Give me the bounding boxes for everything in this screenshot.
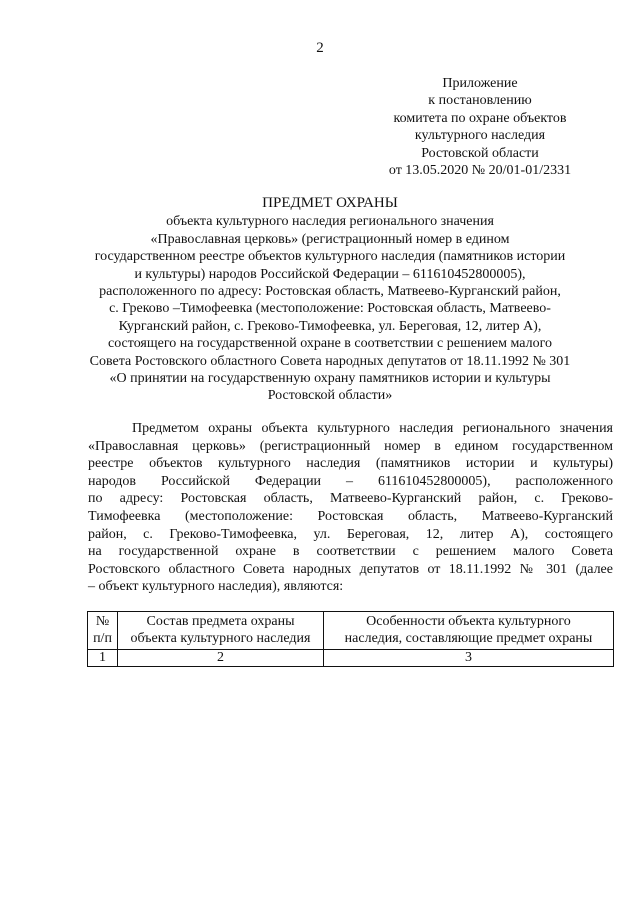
appendix-line: к постановлению <box>428 93 532 109</box>
appendix-line: культурного наследия <box>414 128 546 144</box>
table-header-row <box>88 612 614 650</box>
body-paragraph <box>88 420 613 596</box>
appendix-line: Ростовской области <box>421 145 539 161</box>
numbering-cell: 3 <box>324 650 614 667</box>
numbering-cell: 2 <box>118 650 324 667</box>
body-line: Предметом охраны объекта культурного наследия регионального значения <box>132 421 613 436</box>
appendix-line: комитета по охране объектов <box>393 110 567 126</box>
heading-line: с. Греково –Тимофеевка (местоположение: Ростовская область, Матвеево- <box>109 301 551 317</box>
body-line: Тимофеевка (местоположение: Ростовская область, Матвеево-Курганский <box>88 508 613 524</box>
heading-line: Курганский район, с. Греково-Тимофеевка, ул. Береговая, 12, литер А), <box>118 318 542 334</box>
body-line: Ростовского областного Совета народных депутатов от 18.11.1992 № 301 (далее <box>88 561 613 577</box>
body-line: «Православная церковь» (регистрационный номер в едином государственном <box>88 438 613 454</box>
heading-line: государственном реестре объектов культурного наследия (памятников истории <box>94 249 566 265</box>
document-heading <box>70 195 590 405</box>
body-line: по адресу: Ростовская область, Матвеево-Курганский район, с. Греково- <box>88 491 613 507</box>
heading-line: «Православная церковь» (регистрационный номер в едином <box>150 231 510 247</box>
appendix-block <box>380 75 580 179</box>
numbering-cell: 1 <box>88 650 118 667</box>
body-line: реестре объектов культурного наследия (памятников истории и культуры) <box>88 456 613 472</box>
header-cell-number: № п/п <box>88 612 118 650</box>
body-line: район, с. Греково-Тимофеевка, ул. Береговая, 12, литер А), состоящего <box>88 526 613 542</box>
header-cell-composition: Состав предмета охраны объекта культурного наследия <box>118 612 324 650</box>
heading-title: ПРЕДМЕТ ОХРАНЫ <box>262 195 398 211</box>
table-numbering-row <box>88 650 614 667</box>
body-line: на государственной охране в соответствии с решением малого Совета <box>88 544 613 560</box>
heading-line: Совета Ростовского областного Совета народных депутатов от 18.11.1992 № 301 <box>89 353 571 369</box>
heading-line: состоящего на государственной охране в соответствии с решением малого <box>107 336 552 352</box>
heading-line: расположенного по адресу: Ростовская область, Матвеево-Курганский район, <box>99 284 561 300</box>
heading-line: объекта культурного наследия регионального значения <box>166 214 494 230</box>
body-line: народов Российской Федерации – 611610452800005), расположенного <box>88 473 613 489</box>
heading-line: и культуры) народов Российской Федерации – 611610452800005), <box>134 266 526 282</box>
appendix-line: от 13.05.2020 № 20/01-01/2331 <box>388 163 572 179</box>
body-line: – объект культурного наследия), являются: <box>88 579 344 595</box>
protection-subject-table <box>87 611 614 667</box>
heading-line: «О принятии на государственную охрану памятников истории и культуры <box>109 371 551 387</box>
appendix-line: Приложение <box>442 76 518 91</box>
heading-line: Ростовской области» <box>267 388 393 404</box>
page-number: 2 <box>316 40 324 56</box>
header-cell-features: Особенности объекта культурного наследия, составляющие предмет охраны <box>324 612 614 650</box>
